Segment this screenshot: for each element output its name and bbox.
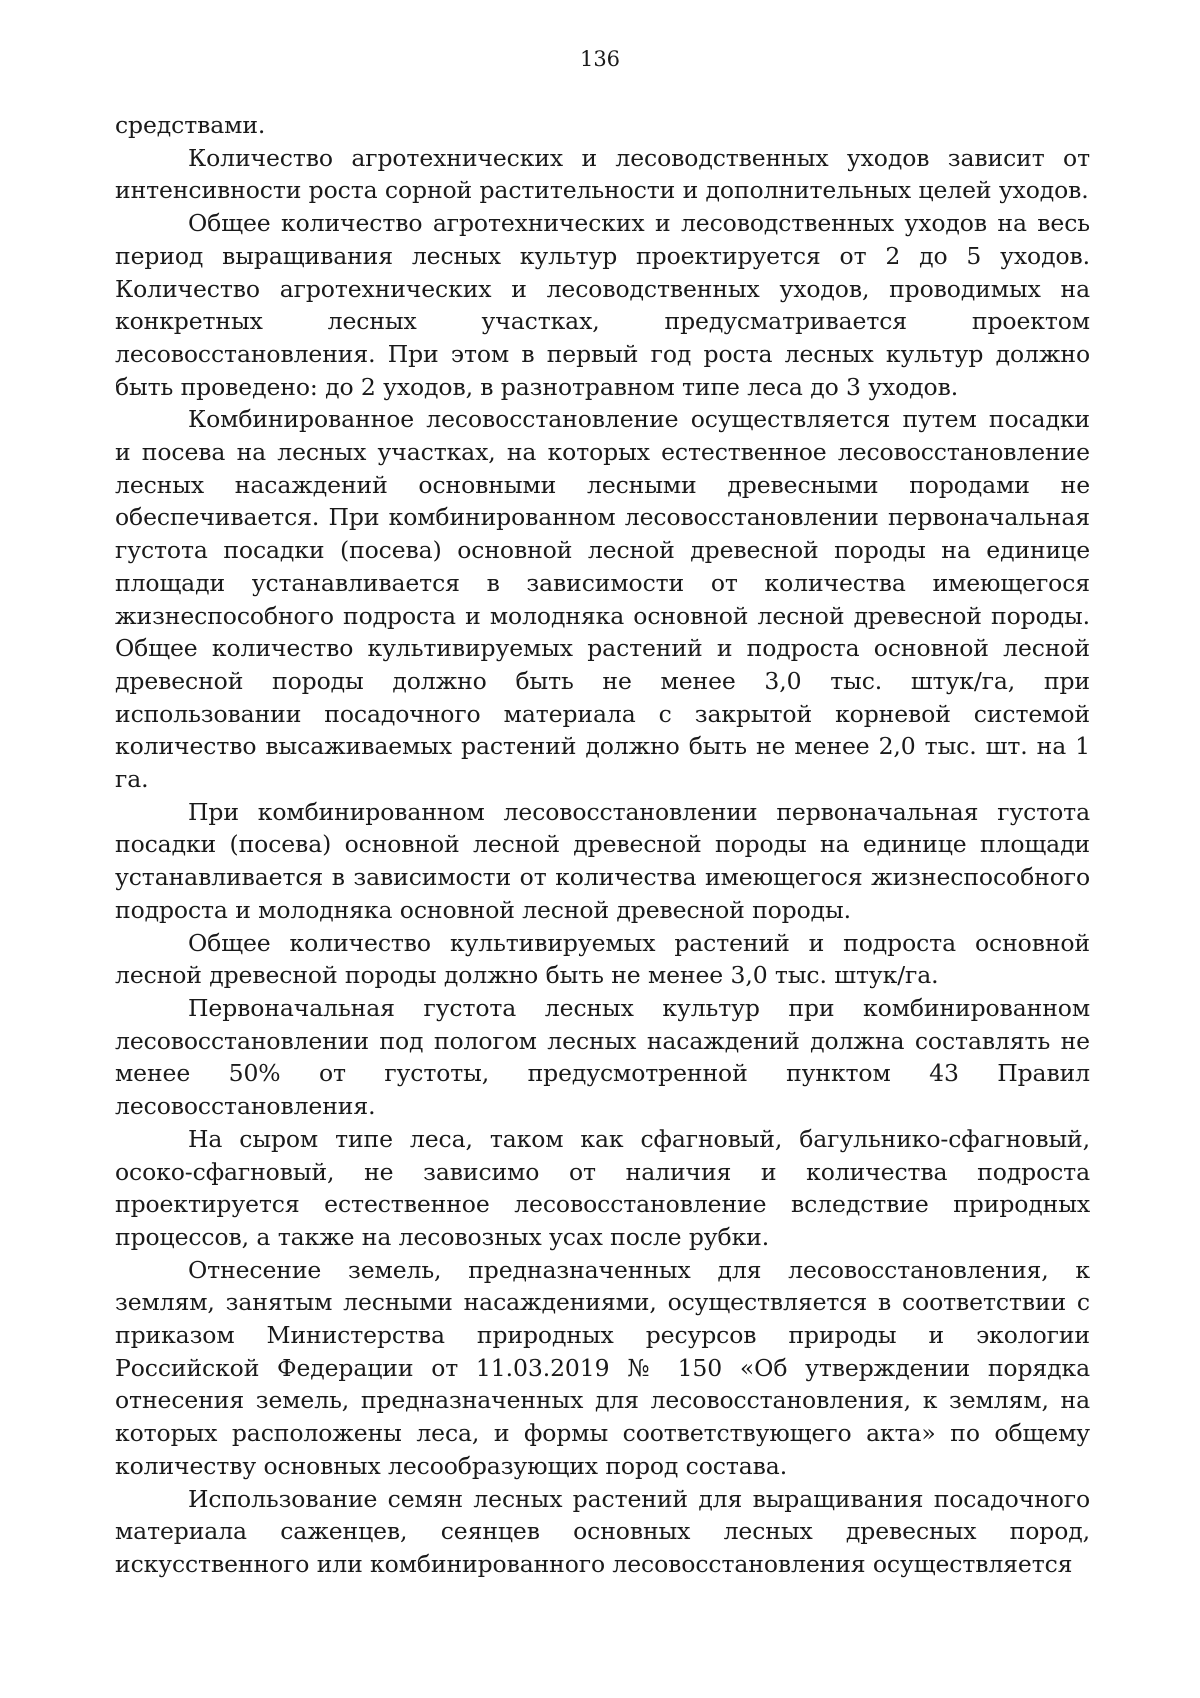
paragraph: Комбинированное лесовосстановление осуществляется путем посадки и посева на лесных участках, на которых естественное лесовосстановление лесных насаждений основными лесными древесными породами не обеспечивается. При комбинированном лесовосстановлении первоначальная густота посадки (посева) основной лесной древесной породы на единице площади устанавливается в зависимости от количества имеющегося жизнеспособного подроста и молодняка основной лесной древесной породы. Общее количество культивируемых растений и подроста основной лесной древесной породы должно быть не менее 3,0 тыс. штук/га, при использовании посадочного материала с закрытой корневой системой количество высаживаемых растений должно быть не менее 2,0 тыс. шт. на 1 га. xyxy=(115,405,1090,794)
paragraph: Общее количество культивируемых растений и подроста основной лесной древесной породы должно быть не менее 3,0 тыс. штук/га. xyxy=(115,928,1090,990)
paragraph: Первоначальная густота лесных культур при комбинированном лесовосстановлении под пологом лесных насаждений должна составлять не менее 50% от густоты, предусмотренной пунктом 43 Правил лесовосстановления. xyxy=(115,993,1090,1121)
page-number: 136 xyxy=(579,47,621,71)
paragraph-continuation: средствами. xyxy=(115,111,266,139)
paragraph: При комбинированном лесовосстановлении первоначальная густота посадки (посева) основной лесной древесной породы на единице площади устанавливается в зависимости от количества имеющегося жизнеспособного подроста и молодняка основной лесной древесной породы. xyxy=(115,797,1090,924)
paragraph: Общее количество агротехнических и лесоводственных уходов на весь период выращивания лесных культур проектируется от 2 до 5 уходов. Количество агротехнических и лесоводственных уходов, проводимых на конкретных лесных участках, предусматривается проектом лесовосстановления. При этом в первый год роста лесных культур должно быть проведено: до 2 уходов, в разнотравном типе леса до 3 уходов. xyxy=(115,209,1090,401)
paragraph: Количество агротехнических и лесоводственных уходов зависит от интенсивности роста сорной растительности и дополнительных целей уходов. xyxy=(115,143,1090,205)
paragraph: Отнесение земель, предназначенных для лесовосстановления, к землям, занятым лесными насаждениями, осуществляется в соответствии с приказом Министерства природных ресурсов природы и экологии Российской Федерации от 11.03.2019 № 150 «Об утверждении порядка отнесения земель, предназначенных для лесовосстановления, к землям, на которых расположены леса, и формы соответствующего акта» по общему количеству основных лесообразующих пород состава. xyxy=(115,1255,1090,1480)
body-text xyxy=(115,109,1090,1581)
paragraph: На сыром типе леса, таком как сфагновый, багульнико-сфагновый, осоко-сфагновый, не зависимо от наличия и количества подроста проектируется естественное лесовосстановление вследствие природных процессов, а также на лесовозных усах после рубки. xyxy=(115,1124,1090,1251)
paragraph: Использование семян лесных растений для выращивания посадочного материала саженцев, сеянцев основных лесных древесных пород, искусственного или комбинированного лесовосстановления осуществляется xyxy=(115,1484,1090,1578)
